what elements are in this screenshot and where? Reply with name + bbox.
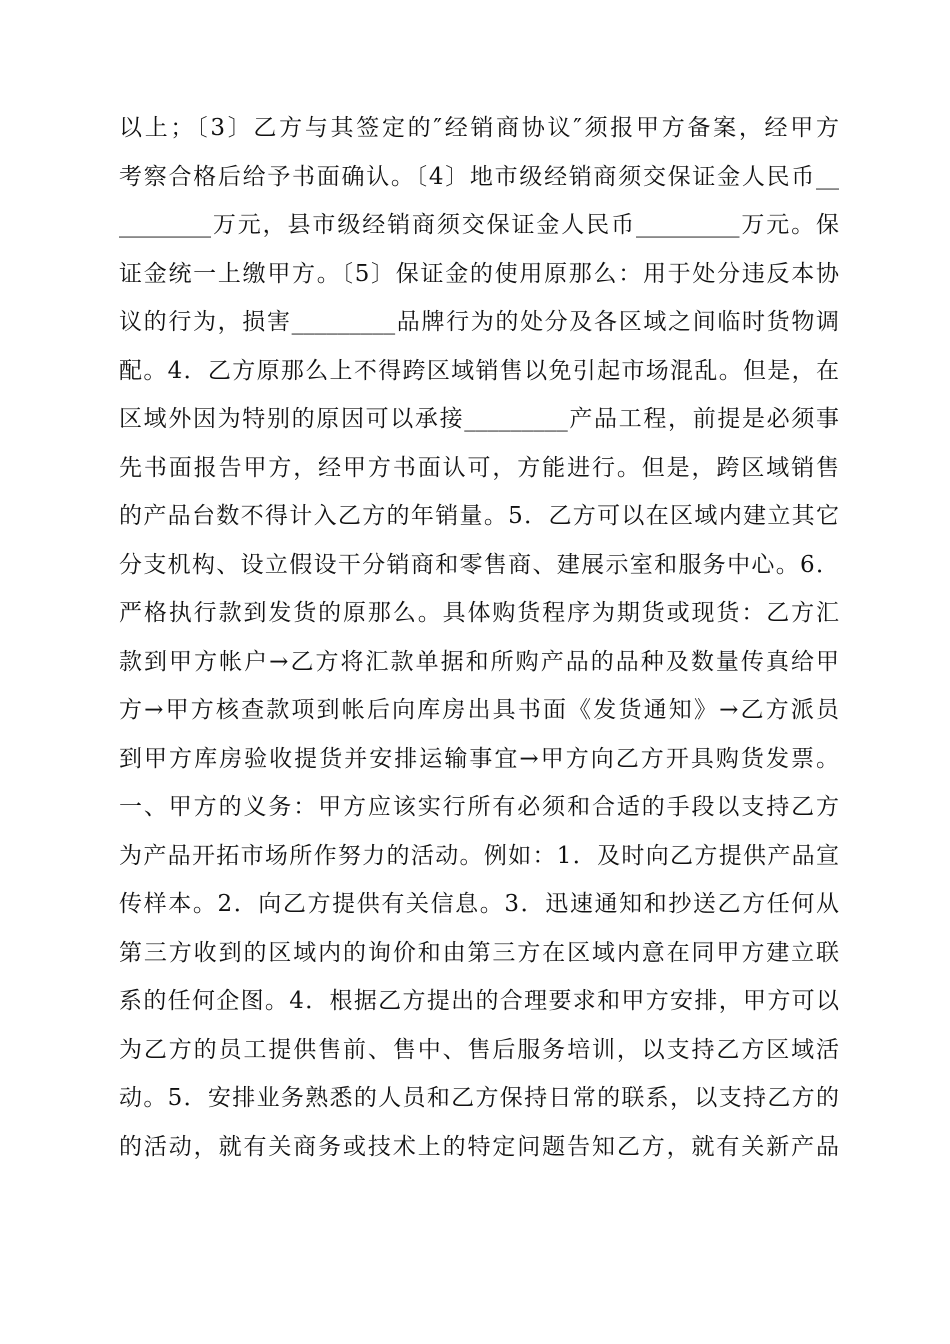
text-line: 分支机构、设立假设干分销商和零售商、建展示室和服务中心。6． bbox=[119, 551, 839, 578]
text-line: 动。5．安排业务熟悉的人员和乙方保持日常的联系，以支持乙方的 bbox=[119, 1085, 839, 1111]
text-line: 考察合格后给予书面确认。〔4〕地市级经销商须交保证金人民币__ bbox=[119, 163, 839, 190]
text-line: 一、甲方的义务：甲方应该实行所有必须和合适的手段以支持乙方 bbox=[119, 794, 839, 820]
text-line: 区域外因为特别的原因可以承接_________产品工程，前提是必须事 bbox=[119, 406, 839, 432]
text-line: 以上；〔3〕乙方与其签定的″经销商协议″须报甲方备案，经甲方 bbox=[119, 115, 839, 141]
text-line: 款到甲方帐户→乙方将汇款单据和所购产品的品种及数量传真给甲 bbox=[119, 648, 839, 675]
text-line: 第三方收到的区域内的询价和由第三方在区域内意在同甲方建立联 bbox=[119, 939, 839, 966]
text-line: 先书面报告甲方，经甲方书面认可，方能进行。但是，跨区域销售 bbox=[119, 454, 839, 481]
text-line: ________万元，县市级经销商须交保证金人民币_________万元。保 bbox=[119, 212, 839, 238]
text-line: 议的行为，损害_________品牌行为的处分及各区域之间临时货物调 bbox=[119, 309, 839, 335]
text-line: 到甲方库房验收提货并安排运输事宜→甲方向乙方开具购货发票。 bbox=[119, 745, 839, 772]
text-line: 为产品开拓市场所作努力的活动。例如：1．及时向乙方提供产品宣 bbox=[119, 842, 839, 869]
text-line: 的产品台数不得计入乙方的年销量。5．乙方可以在区域内建立其它 bbox=[119, 503, 839, 529]
text-line: 证金统一上缴甲方。〔5〕保证金的使用原那么：用于处分违反本协 bbox=[119, 260, 839, 287]
text-line: 严格执行款到发货的原那么。具体购货程序为期货或现货：乙方汇 bbox=[119, 600, 839, 626]
text-line: 传样本。2．向乙方提供有关信息。3．迅速通知和抄送乙方任何从 bbox=[119, 891, 839, 917]
text-line: 方→甲方核查款项到帐后向库房出具书面《发货通知》→乙方派员 bbox=[119, 697, 839, 723]
text-line: 的活动，就有关商务或技术上的特定问题告知乙方，就有关新产品 bbox=[119, 1133, 839, 1160]
text-line: 为乙方的员工提供售前、售中、售后服务培训，以支持乙方区域活 bbox=[119, 1036, 839, 1063]
body-text bbox=[119, 104, 839, 1171]
text-line: 配。4．乙方原那么上不得跨区域销售以免引起市场混乱。但是，在 bbox=[119, 357, 839, 384]
text-line: 系的任何企图。4．根据乙方提出的合理要求和甲方安排，甲方可以 bbox=[119, 988, 839, 1014]
